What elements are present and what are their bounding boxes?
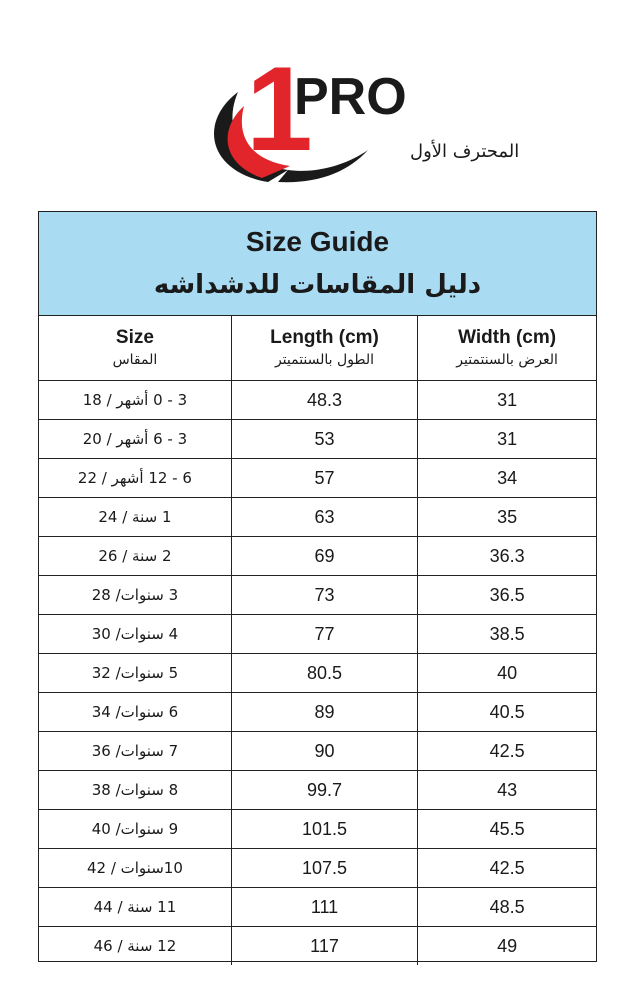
length-cell: 90 (231, 732, 417, 771)
column-label-en: Length (cm) (270, 327, 379, 348)
size-cell: 3 - 0 أشهر / 18 (39, 381, 231, 420)
size-cell: 11 سنة / 44 (39, 888, 231, 927)
width-cell: 40.5 (418, 693, 596, 732)
size-guide-table (38, 211, 597, 962)
length-cell: 73 (231, 576, 417, 615)
width-cell: 31 (418, 420, 596, 459)
brand-logo (198, 32, 520, 192)
width-cell: 42.5 (418, 732, 596, 771)
length-cell: 69 (231, 537, 417, 576)
width-cell: 36.5 (418, 576, 596, 615)
size-cell: 3 - 6 أشهر / 20 (39, 420, 231, 459)
width-cell: 31 (418, 381, 596, 420)
table-header-row (39, 316, 596, 381)
size-cell: 10سنوات / 42 (39, 849, 231, 888)
column-header-width (418, 316, 596, 381)
title-band (39, 212, 596, 316)
length-cell: 117 (231, 927, 417, 966)
length-cell: 80.5 (231, 654, 417, 693)
table-row (39, 654, 596, 693)
table-row (39, 927, 596, 966)
table-row (39, 615, 596, 654)
size-cell: 7 سنوات/ 36 (39, 732, 231, 771)
column-header-size (39, 316, 231, 381)
page-title: Size Guide (245, 226, 390, 257)
size-cell: 3 سنوات/ 28 (39, 576, 231, 615)
length-cell: 53 (231, 420, 417, 459)
table-row (39, 498, 596, 537)
table-row (39, 732, 596, 771)
logo-number: 1 (246, 42, 313, 176)
table-row (39, 537, 596, 576)
column-header-length (231, 316, 417, 381)
length-cell: 77 (231, 615, 417, 654)
length-cell: 101.5 (231, 810, 417, 849)
table-row (39, 693, 596, 732)
table-row (39, 420, 596, 459)
table-row (39, 888, 596, 927)
column-label-en: Size (115, 327, 154, 348)
width-cell: 34 (418, 459, 596, 498)
length-cell: 57 (231, 459, 417, 498)
logo-pro-text: PRO (294, 68, 407, 126)
length-cell: 111 (231, 888, 417, 927)
length-cell: 107.5 (231, 849, 417, 888)
size-cell: 2 سنة / 26 (39, 537, 231, 576)
column-label-ar: الطول بالسنتميتر (274, 352, 375, 368)
page-title-arabic: دليل المقاسات للدشداشه (153, 270, 482, 300)
table-row (39, 576, 596, 615)
logo-tagline: المحترف الأول (410, 141, 520, 162)
width-cell: 40 (418, 654, 596, 693)
width-cell: 45.5 (418, 810, 596, 849)
size-cell: 12 سنة / 46 (39, 927, 231, 966)
width-cell: 48.5 (418, 888, 596, 927)
logo-mark (198, 32, 520, 192)
size-cell: 6 سنوات/ 34 (39, 693, 231, 732)
length-cell: 89 (231, 693, 417, 732)
width-cell: 43 (418, 771, 596, 810)
table-row (39, 849, 596, 888)
size-cell: 8 سنوات/ 38 (39, 771, 231, 810)
size-cell: 9 سنوات/ 40 (39, 810, 231, 849)
table-row (39, 381, 596, 420)
width-cell: 49 (497, 935, 518, 956)
width-cell: 42.5 (418, 849, 596, 888)
size-cell: 6 - 12 أشهر / 22 (39, 459, 231, 498)
width-cell: 38.5 (418, 615, 596, 654)
table-row (39, 810, 596, 849)
column-label-en: Width (cm) (458, 327, 557, 348)
table-row (39, 771, 596, 810)
column-label-ar: المقاس (112, 352, 158, 368)
length-cell: 63 (231, 498, 417, 537)
column-label-ar: العرض بالسنتمتير (456, 352, 558, 368)
width-cell: 35 (418, 498, 596, 537)
size-cell: 4 سنوات/ 30 (39, 615, 231, 654)
width-cell: 36.3 (418, 537, 596, 576)
length-cell: 99.7 (231, 771, 417, 810)
size-table (39, 316, 596, 965)
size-cell: 5 سنوات/ 32 (39, 654, 231, 693)
size-cell: 1 سنة / 24 (39, 498, 231, 537)
table-row (39, 459, 596, 498)
length-cell: 48.3 (231, 381, 417, 420)
